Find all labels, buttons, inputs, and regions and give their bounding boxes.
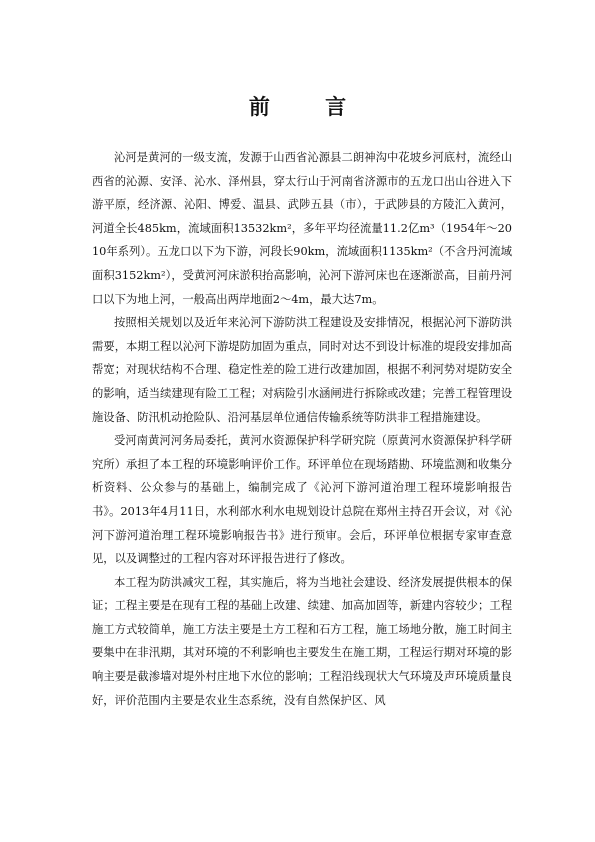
- paragraph-impact: 本工程为防洪减灾工程，其实施后，将为当地社会建设、经济发展提供根本的保证；工程主要是在现有工程的基础上改建、续建、加高加固等，新建内容较少；工程施工方式较简单，施工方法主要是土方工程和石方工程，施工场地分散，施工时间主要集中在非汛期，其对环境的不利影响也主要发生在施工期，工程运行期对环境的影响主要是截渗墙对堤外村庄地下水位的影响；工程沿线现状大气环境及声环境质量良好，评价范围内主要是农业生态系统，没有自然保护区、风: [92, 575, 512, 707]
- paragraph-commission: 受河南黄河河务局委托，黄河水资源保护科学研究院（原黄河水资源保护科学研究所）承担了本工程的环境影响评价工作。环评单位在现场踏勘、环境监测和收集分析资料、公众参与的基础上，编制完成了《沁河下游河道治理工程环境影响报告书》。2013年4月11日，水利部水利水电规划设计总院在郑州主持召开会议，对《沁河下游河道治理工程环境影响报告书》进行预审。会后，环评单位根据专家审查意见，以及调整过的工程内容对环评报告进行了修改。: [92, 434, 512, 566]
- page-title: 前 言: [248, 95, 371, 119]
- paragraph-planning: 按照相关规划以及近年来沁河下游防洪工程建设及安排情况，根据沁河下游防洪需要，本期工程以沁河下游堤防加固为重点，同时对达不到设计标准的堤段安排加高帮宽；对现状结构不合理、稳定性差的险工进行改建加固，根据不利河势对堤防安全的影响，适当续建现有险工工程；对病险引水涵闸进行拆除或改建；完善工程管理设施设备、防汛机动抢险队、沿河基层单位通信传输系统等防洪非工程措施建设。: [92, 316, 512, 424]
- paragraph-intro: 沁河是黄河的一级支流，发源于山西省沁源县二朗神沟中花坡乡河底村，流经山西省的沁源、安泽、沁水、泽州县，穿太行山于河南省济源市的五龙口出山谷进入下游平原，经济源、沁阳、博爱、温县、武陟五县（市），于武陟县的方陵汇入黄河，河道全长485km，流域面积13532km²，多年平均径流量11.2亿m³（1954年～2010年系列）。五龙口以下为下游，河段长90km，流域面积1135km²（不含丹河流域面积3152km²），受黄河河床淤积抬高影响，沁河下游河床也在逐渐淤高，目前丹河口以下为地上河，一般高出两岸地面2～4m，最大达7m。: [92, 151, 512, 306]
- document-body: [92, 146, 512, 712]
